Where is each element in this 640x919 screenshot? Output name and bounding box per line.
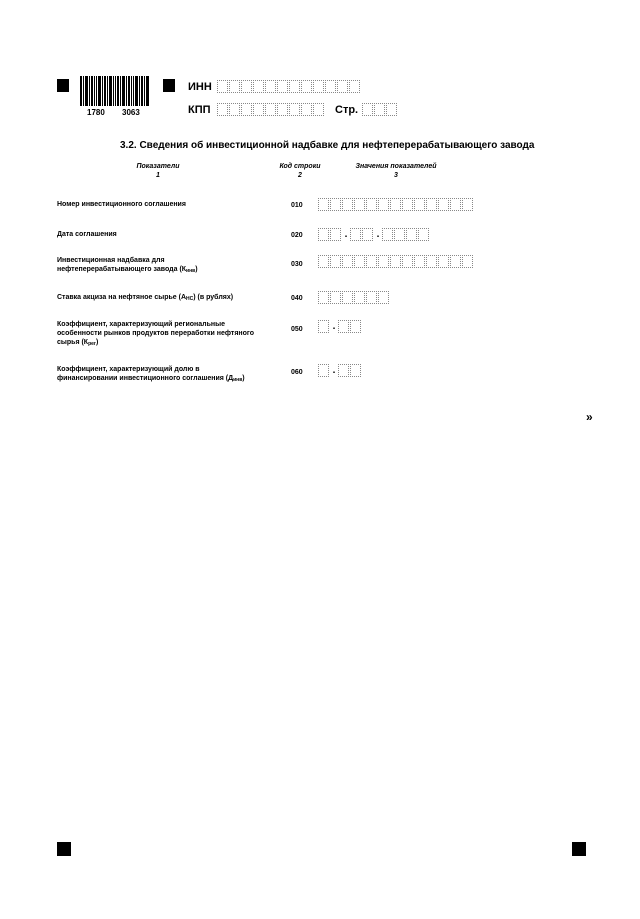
label-end: ) (в рублях)	[193, 294, 234, 301]
integer-cell[interactable]	[318, 320, 329, 333]
inn-cell[interactable]	[301, 80, 312, 93]
value-cell[interactable]	[426, 198, 437, 211]
kpp-cell[interactable]	[217, 103, 228, 116]
value-cell[interactable]	[426, 255, 437, 268]
fraction-cell[interactable]	[338, 364, 349, 377]
barcode-number-left: 1780	[87, 108, 105, 117]
alignment-marker-top-middle	[163, 79, 175, 92]
value-cell[interactable]	[354, 291, 365, 304]
label-line: сырья (К	[57, 339, 89, 346]
value-cell[interactable]	[366, 255, 377, 268]
regional-coefficient-field[interactable]	[318, 320, 362, 333]
inn-field[interactable]	[217, 80, 361, 93]
alignment-marker-bottom-left	[57, 842, 71, 856]
financing-share-field[interactable]	[318, 364, 362, 377]
label-end: )	[96, 339, 99, 346]
value-cell[interactable]	[390, 198, 401, 211]
kpp-label: КПП	[188, 104, 211, 116]
label-subscript: инв	[233, 377, 243, 383]
label-line: Коэффициент, характеризующий региональные	[57, 321, 226, 328]
kpp-cell[interactable]	[253, 103, 264, 116]
label-line: нефтеперерабатывающего завода (К	[57, 266, 187, 273]
label-line: Коэффициент, характеризующий долю в	[57, 366, 200, 373]
value-cell[interactable]	[354, 198, 365, 211]
row-code-050: 050	[291, 326, 303, 333]
value-cell[interactable]	[342, 198, 353, 211]
label-line: финансировании инвестиционного соглашения (Д	[57, 375, 234, 382]
value-cell[interactable]	[450, 255, 461, 268]
fraction-cell[interactable]	[350, 320, 361, 333]
inn-label: ИНН	[188, 81, 212, 93]
value-cell[interactable]	[450, 198, 461, 211]
kpp-cell[interactable]	[301, 103, 312, 116]
row-code-030: 030	[291, 261, 303, 268]
date-year-cell[interactable]	[406, 228, 417, 241]
label-line: особенности рынков продуктов переработки нефтяного	[57, 330, 255, 337]
date-month-cell[interactable]	[362, 228, 373, 241]
date-year-cell[interactable]	[382, 228, 393, 241]
kpp-cell[interactable]	[313, 103, 324, 116]
value-cell[interactable]	[318, 255, 329, 268]
date-year-cell[interactable]	[418, 228, 429, 241]
label-subscript: НС	[186, 296, 194, 302]
inn-cell[interactable]	[313, 80, 324, 93]
date-day-cell[interactable]	[330, 228, 341, 241]
row-code-010: 010	[291, 202, 303, 209]
value-cell[interactable]	[390, 255, 401, 268]
kpp-cell[interactable]	[229, 103, 240, 116]
value-cell[interactable]	[342, 255, 353, 268]
page-number-cell[interactable]	[386, 103, 397, 116]
fraction-cell[interactable]	[338, 320, 349, 333]
value-cell[interactable]	[318, 291, 329, 304]
inn-cell[interactable]	[253, 80, 264, 93]
value-cell[interactable]	[402, 255, 413, 268]
date-separator: .	[344, 229, 348, 240]
value-cell[interactable]	[378, 291, 389, 304]
inn-cell[interactable]	[325, 80, 336, 93]
page-number-label: Стр.	[335, 104, 359, 116]
decimal-separator: .	[332, 365, 336, 376]
row-code-040: 040	[291, 295, 303, 302]
row-label-agreement-number: Номер инвестиционного соглашения	[57, 201, 186, 208]
label-subscript: рег	[88, 341, 97, 347]
date-separator: .	[376, 229, 380, 240]
inn-cell[interactable]	[349, 80, 360, 93]
inn-cell[interactable]	[229, 80, 240, 93]
kpp-field[interactable]	[217, 103, 325, 116]
row-label-agreement-date: Дата соглашения	[57, 231, 117, 238]
value-cell[interactable]	[438, 198, 449, 211]
kpp-cell[interactable]	[289, 103, 300, 116]
date-day-cell[interactable]	[318, 228, 329, 241]
agreement-date-field[interactable]	[318, 228, 430, 241]
investment-premium-field[interactable]	[318, 255, 474, 268]
inn-cell[interactable]	[241, 80, 252, 93]
inn-cell[interactable]	[289, 80, 300, 93]
column-number-3: 3	[394, 172, 398, 179]
inn-cell[interactable]	[217, 80, 228, 93]
row-code-020: 020	[291, 232, 303, 239]
value-cell[interactable]	[330, 291, 341, 304]
inn-cell[interactable]	[277, 80, 288, 93]
value-cell[interactable]	[462, 198, 473, 211]
barcode-number-right: 3063	[122, 108, 140, 117]
integer-cell[interactable]	[318, 364, 329, 377]
label-subscript: инв	[186, 268, 196, 274]
row-label-financing-share	[57, 365, 277, 385]
label-line: Ставка акциза на нефтяное сырье (А	[57, 294, 186, 301]
value-cell[interactable]	[342, 291, 353, 304]
section-title: 3.2. Сведения об инвестиционной надбавке для нефтеперерабатывающего завода	[120, 140, 535, 151]
value-cell[interactable]	[330, 255, 341, 268]
date-year-cell[interactable]	[394, 228, 405, 241]
column-number-1: 1	[156, 172, 160, 179]
page-number-cell[interactable]	[374, 103, 385, 116]
fraction-cell[interactable]	[350, 364, 361, 377]
row-label-regional-coefficient	[57, 320, 277, 349]
column-header-indicators: Показатели	[136, 163, 180, 170]
alignment-marker-top-left	[57, 79, 69, 92]
label-end: )	[195, 266, 198, 273]
column-header-values: Значения показателей	[355, 163, 437, 170]
label-end: )	[242, 375, 245, 382]
value-cell[interactable]	[318, 198, 329, 211]
row-code-060: 060	[291, 369, 303, 376]
label-line: Инвестиционная надбавка для	[57, 257, 165, 264]
column-header-line-code: Код строки	[279, 163, 321, 170]
value-cell[interactable]	[402, 198, 413, 211]
value-cell[interactable]	[438, 255, 449, 268]
kpp-cell[interactable]	[265, 103, 276, 116]
inn-cell[interactable]	[337, 80, 348, 93]
value-cell[interactable]	[414, 255, 425, 268]
agreement-number-field[interactable]	[318, 198, 474, 211]
date-month-cell[interactable]	[350, 228, 361, 241]
value-cell[interactable]	[366, 198, 377, 211]
value-cell[interactable]	[378, 198, 389, 211]
row-label-excise-rate	[57, 293, 277, 304]
barcode-image	[80, 76, 150, 106]
page-number-cell[interactable]	[362, 103, 373, 116]
excise-rate-field[interactable]	[318, 291, 390, 304]
value-cell[interactable]	[366, 291, 377, 304]
kpp-cell[interactable]	[277, 103, 288, 116]
continuation-mark: »	[586, 410, 593, 424]
inn-cell[interactable]	[265, 80, 276, 93]
kpp-cell[interactable]	[241, 103, 252, 116]
decimal-separator: .	[332, 321, 336, 332]
row-label-investment-premium	[57, 256, 277, 276]
value-cell[interactable]	[330, 198, 341, 211]
column-number-2: 2	[298, 172, 302, 179]
page-number-field[interactable]	[362, 103, 398, 116]
value-cell[interactable]	[354, 255, 365, 268]
value-cell[interactable]	[414, 198, 425, 211]
alignment-marker-bottom-right	[572, 842, 586, 856]
value-cell[interactable]	[462, 255, 473, 268]
value-cell[interactable]	[378, 255, 389, 268]
